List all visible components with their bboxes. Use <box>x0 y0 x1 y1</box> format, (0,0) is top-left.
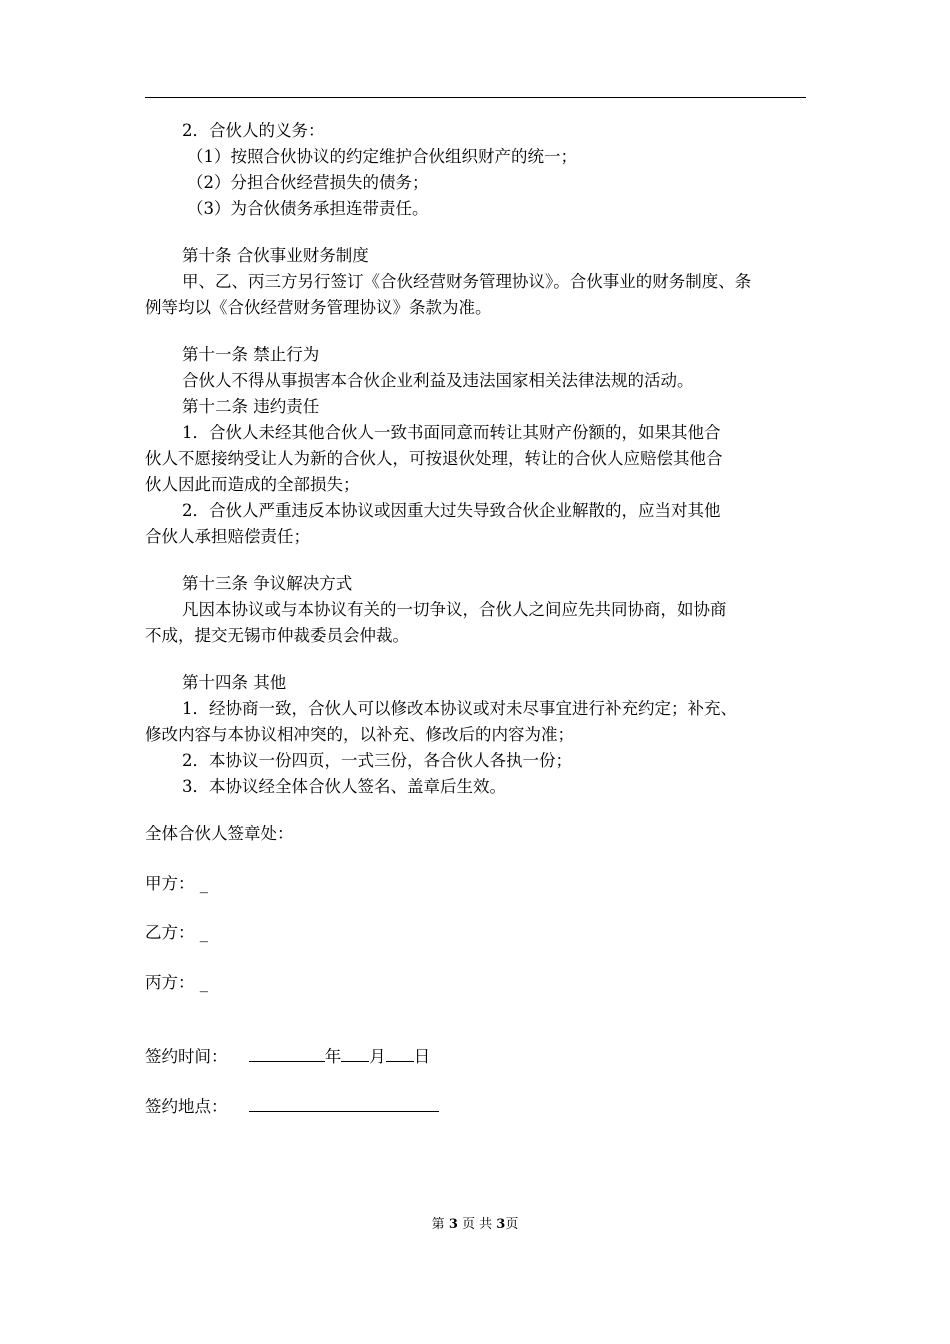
date-month-blank[interactable] <box>341 1043 369 1062</box>
article-10-title: 第十条 合伙事业财务制度 <box>182 246 369 265</box>
party-c-signature: 丙方： _ <box>145 973 208 992</box>
article-14-p3: 3．本协议经全体合伙人签名、盖章后生效。 <box>182 777 506 796</box>
signing-date-row <box>145 1043 430 1070</box>
article-13-title: 第十三条 争议解决方式 <box>182 574 353 593</box>
header-rule <box>145 97 806 98</box>
article-11-title: 第十一条 禁止行为 <box>182 345 320 364</box>
article-14-p1-line-2: 修改内容与本协议相冲突的，以补充、修改后的内容为准； <box>145 725 574 744</box>
article-12-p1-line-1: 1．合伙人未经其他合伙人一致书面同意而转让其财产份额的，如果其他合 <box>182 423 721 442</box>
obligation-item-3: （3）为合伙债务承担连带责任。 <box>187 199 429 218</box>
date-day-blank[interactable] <box>386 1043 414 1062</box>
obligations-heading: 2．合伙人的义务： <box>182 121 325 140</box>
article-10-body-line-2: 例等均以《合伙经营财务管理协议》条款为准。 <box>145 298 492 317</box>
page-footer <box>0 1216 950 1234</box>
article-12-p2-line-1: 2．合伙人严重违反本协议或因重大过失导致合伙企业解散的，应当对其他 <box>182 501 721 520</box>
article-14-title: 第十四条 其他 <box>182 673 287 692</box>
article-12-p1-line-3: 伙人因此而造成的全部损失； <box>145 475 360 494</box>
article-14-p2: 2．本协议一份四页，一式三份，各合伙人各执一份； <box>182 751 572 770</box>
footer-prefix: 第 <box>431 1217 445 1232</box>
footer-suffix: 页 <box>505 1217 519 1232</box>
obligation-item-2: （2）分担合伙经营损失的债务； <box>187 173 429 192</box>
article-10-body-line-1: 甲、乙、丙三方另行签订《合伙经营财务管理协议》。合伙事业的财务制度、条 <box>182 272 752 291</box>
article-13-body-line-2: 不成，提交无锡市仲裁委员会仲裁。 <box>145 626 409 645</box>
party-a-signature: 甲方： _ <box>145 874 208 893</box>
signatures-heading: 全体合伙人签章处： <box>145 824 294 843</box>
signing-place-row <box>145 1093 439 1120</box>
article-12-p2-line-2: 合伙人承担赔偿责任； <box>145 527 310 546</box>
date-day-label: 日 <box>413 1047 431 1066</box>
signing-place-blank[interactable] <box>249 1093 439 1112</box>
article-11-body: 合伙人不得从事损害本合伙企业利益及违法国家相关法律法规的活动。 <box>182 371 694 390</box>
date-year-blank[interactable] <box>249 1043 325 1062</box>
signing-place-label: 签约地点： <box>145 1097 228 1116</box>
article-14-p1-line-1: 1．经协商一致，合伙人可以修改本协议或对未尽事宜进行补充约定；补充、 <box>182 699 737 718</box>
article-13-body-line-1: 凡因本协议或与本协议有关的一切争议，合伙人之间应先共同协商，如协商 <box>182 600 727 619</box>
signing-date-label: 签约时间： <box>145 1047 228 1066</box>
obligation-item-1: （1）按照合伙协议的约定维护合伙组织财产的统一； <box>187 147 577 166</box>
article-12-title: 第十二条 违约责任 <box>182 397 320 416</box>
footer-total-pages: 3 <box>496 1217 506 1232</box>
party-b-signature: 乙方： _ <box>145 923 208 942</box>
date-year-label: 年 <box>324 1047 342 1066</box>
footer-current-page: 3 <box>448 1217 458 1232</box>
article-12-p1-line-2: 伙人不愿接纳受让人为新的合伙人，可按退伙处理，转让的合伙人应赔偿其他合 <box>145 449 723 468</box>
date-month-label: 月 <box>369 1047 386 1066</box>
footer-middle: 页 共 <box>462 1217 493 1232</box>
